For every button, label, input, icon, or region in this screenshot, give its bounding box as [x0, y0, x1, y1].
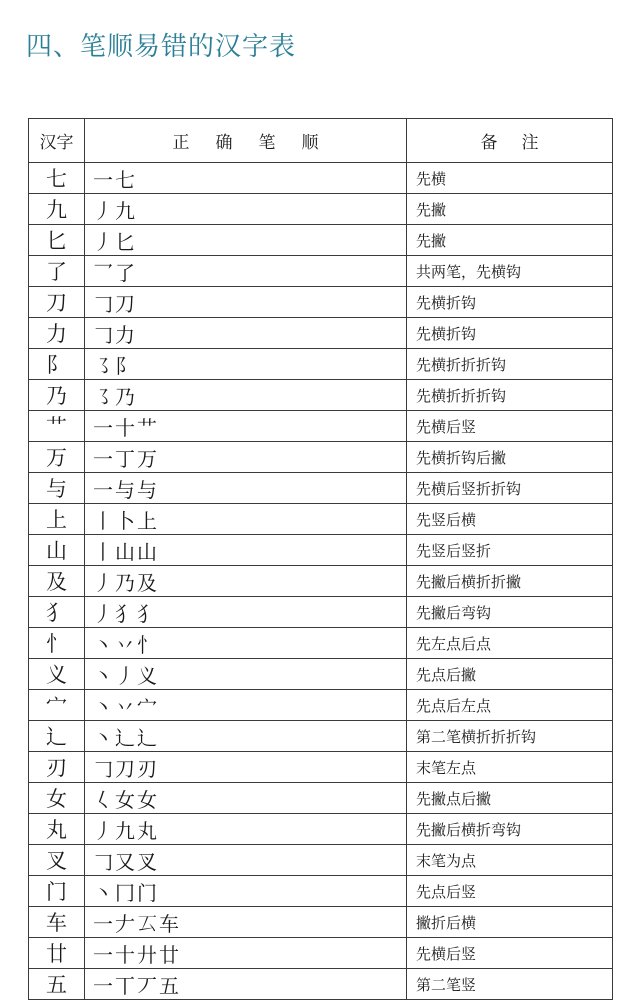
- stroke-order-cell: 一七: [85, 163, 407, 194]
- table-row: [29, 411, 613, 442]
- stroke-order-cell: 一丁万: [85, 442, 407, 473]
- stroke-order-cell: 一十廾廿: [85, 938, 407, 969]
- stroke-order-cell: 丿九: [85, 194, 407, 225]
- note-cell: 先竖后竖折: [407, 535, 613, 566]
- note-cell: 末笔为点: [407, 845, 613, 876]
- note-cell: 先横: [407, 163, 613, 194]
- table-row: [29, 535, 613, 566]
- table-row: [29, 628, 613, 659]
- page-title: 四、笔顺易错的汉字表: [26, 32, 297, 62]
- note-cell: 撇折后横: [407, 907, 613, 938]
- note-cell: 先点后竖: [407, 876, 613, 907]
- stroke-order-cell: 一与与: [85, 473, 407, 504]
- hanzi-cell: 丸: [29, 814, 85, 845]
- hanzi-cell: 女: [29, 783, 85, 814]
- hanzi-cell: 上: [29, 504, 85, 535]
- stroke-order-cell: 丶辶辶: [85, 721, 407, 752]
- hanzi-cell: 及: [29, 566, 85, 597]
- table-row: [29, 659, 613, 690]
- hanzi-cell: 九: [29, 194, 85, 225]
- note-cell: 先点后撇: [407, 659, 613, 690]
- stroke-order-cell: 一丅丆五: [85, 969, 407, 1000]
- hanzi-cell: 义: [29, 659, 85, 690]
- note-cell: 先撇: [407, 194, 613, 225]
- table-row: [29, 349, 613, 380]
- note-cell: 共两笔，先横钩: [407, 256, 613, 287]
- note-cell: 先撇后横折折撇: [407, 566, 613, 597]
- note-cell: 第二笔竖: [407, 969, 613, 1000]
- note-cell: 先撇点后撇: [407, 783, 613, 814]
- note-cell: 先横折折折钩: [407, 349, 613, 380]
- table-row: [29, 225, 613, 256]
- note-cell: 第二笔横折折折钩: [407, 721, 613, 752]
- stroke-order-cell: 丶冂门: [85, 876, 407, 907]
- header-notes: 备注: [407, 119, 613, 163]
- table-row: [29, 783, 613, 814]
- table-row: [29, 907, 613, 938]
- stroke-order-cell: 丶丷宀: [85, 690, 407, 721]
- hanzi-cell: 宀: [29, 690, 85, 721]
- table-row: [29, 566, 613, 597]
- hanzi-cell: 刀: [29, 287, 85, 318]
- stroke-order-cell: 一𠂇𠫔车: [85, 907, 407, 938]
- table-row: [29, 876, 613, 907]
- hanzi-cell: 艹: [29, 411, 85, 442]
- note-cell: 先横折折折钩: [407, 380, 613, 411]
- hanzi-cell: 万: [29, 442, 85, 473]
- hanzi-cell: 七: [29, 163, 85, 194]
- note-cell: 先横后竖: [407, 411, 613, 442]
- hanzi-cell: 五: [29, 969, 85, 1000]
- hanzi-cell: 叉: [29, 845, 85, 876]
- note-cell: 先横折钩后撇: [407, 442, 613, 473]
- stroke-order-cell: 𠃌又叉: [85, 845, 407, 876]
- stroke-order-cell: 乛了: [85, 256, 407, 287]
- note-cell: 先竖后横: [407, 504, 613, 535]
- stroke-order-cell: 丶丿义: [85, 659, 407, 690]
- note-cell: 先横后竖: [407, 938, 613, 969]
- stroke-order-cell: 𠃌刀刃: [85, 752, 407, 783]
- hanzi-cell: 忄: [29, 628, 85, 659]
- table-row: [29, 287, 613, 318]
- stroke-order-cell: 丿犭犭: [85, 597, 407, 628]
- hanzi-cell: 阝: [29, 349, 85, 380]
- note-cell: 先撇: [407, 225, 613, 256]
- stroke-order-cell: 𠃌刀: [85, 287, 407, 318]
- header-stroke-order: 正确笔顺: [85, 119, 407, 163]
- hanzi-cell: 乃: [29, 380, 85, 411]
- table-row: [29, 163, 613, 194]
- note-cell: 先横折钩: [407, 318, 613, 349]
- hanzi-cell: 辶: [29, 721, 85, 752]
- table-row: [29, 938, 613, 969]
- table-body: [29, 163, 613, 1000]
- hanzi-cell: 山: [29, 535, 85, 566]
- note-cell: 先撇后弯钩: [407, 597, 613, 628]
- hanzi-cell: 了: [29, 256, 85, 287]
- stroke-order-cell: 一十艹: [85, 411, 407, 442]
- hanzi-cell: 刃: [29, 752, 85, 783]
- header-hanzi: 汉字: [29, 119, 85, 163]
- stroke-order-cell: 丿匕: [85, 225, 407, 256]
- table-row: [29, 597, 613, 628]
- table-header-row: [29, 119, 613, 163]
- table-row: [29, 256, 613, 287]
- note-cell: 先横后竖折折钩: [407, 473, 613, 504]
- table-row: [29, 504, 613, 535]
- table-row: [29, 442, 613, 473]
- hanzi-cell: 与: [29, 473, 85, 504]
- stroke-order-cell: 丨卜上: [85, 504, 407, 535]
- hanzi-cell: 门: [29, 876, 85, 907]
- note-cell: 先点后左点: [407, 690, 613, 721]
- stroke-order-cell: ㇌阝: [85, 349, 407, 380]
- stroke-order-cell: 𠃌力: [85, 318, 407, 349]
- note-cell: 末笔左点: [407, 752, 613, 783]
- table-row: [29, 473, 613, 504]
- stroke-order-cell: 丿乃及: [85, 566, 407, 597]
- table-row: [29, 721, 613, 752]
- table-row: [29, 752, 613, 783]
- stroke-order-cell: 𡿨女女: [85, 783, 407, 814]
- table-row: [29, 194, 613, 225]
- table-row: [29, 318, 613, 349]
- table-row: [29, 690, 613, 721]
- hanzi-cell: 犭: [29, 597, 85, 628]
- table-row: [29, 969, 613, 1000]
- note-cell: 先左点后点: [407, 628, 613, 659]
- table-row: [29, 845, 613, 876]
- stroke-order-cell: ㇌乃: [85, 380, 407, 411]
- hanzi-cell: 匕: [29, 225, 85, 256]
- stroke-order-cell: 丿九丸: [85, 814, 407, 845]
- stroke-order-table: [28, 118, 613, 1000]
- hanzi-cell: 车: [29, 907, 85, 938]
- stroke-order-cell: 丨山山: [85, 535, 407, 566]
- table-row: [29, 380, 613, 411]
- hanzi-cell: 廿: [29, 938, 85, 969]
- table-row: [29, 814, 613, 845]
- hanzi-cell: 力: [29, 318, 85, 349]
- stroke-order-cell: 丶丷忄: [85, 628, 407, 659]
- note-cell: 先横折钩: [407, 287, 613, 318]
- note-cell: 先撇后横折弯钩: [407, 814, 613, 845]
